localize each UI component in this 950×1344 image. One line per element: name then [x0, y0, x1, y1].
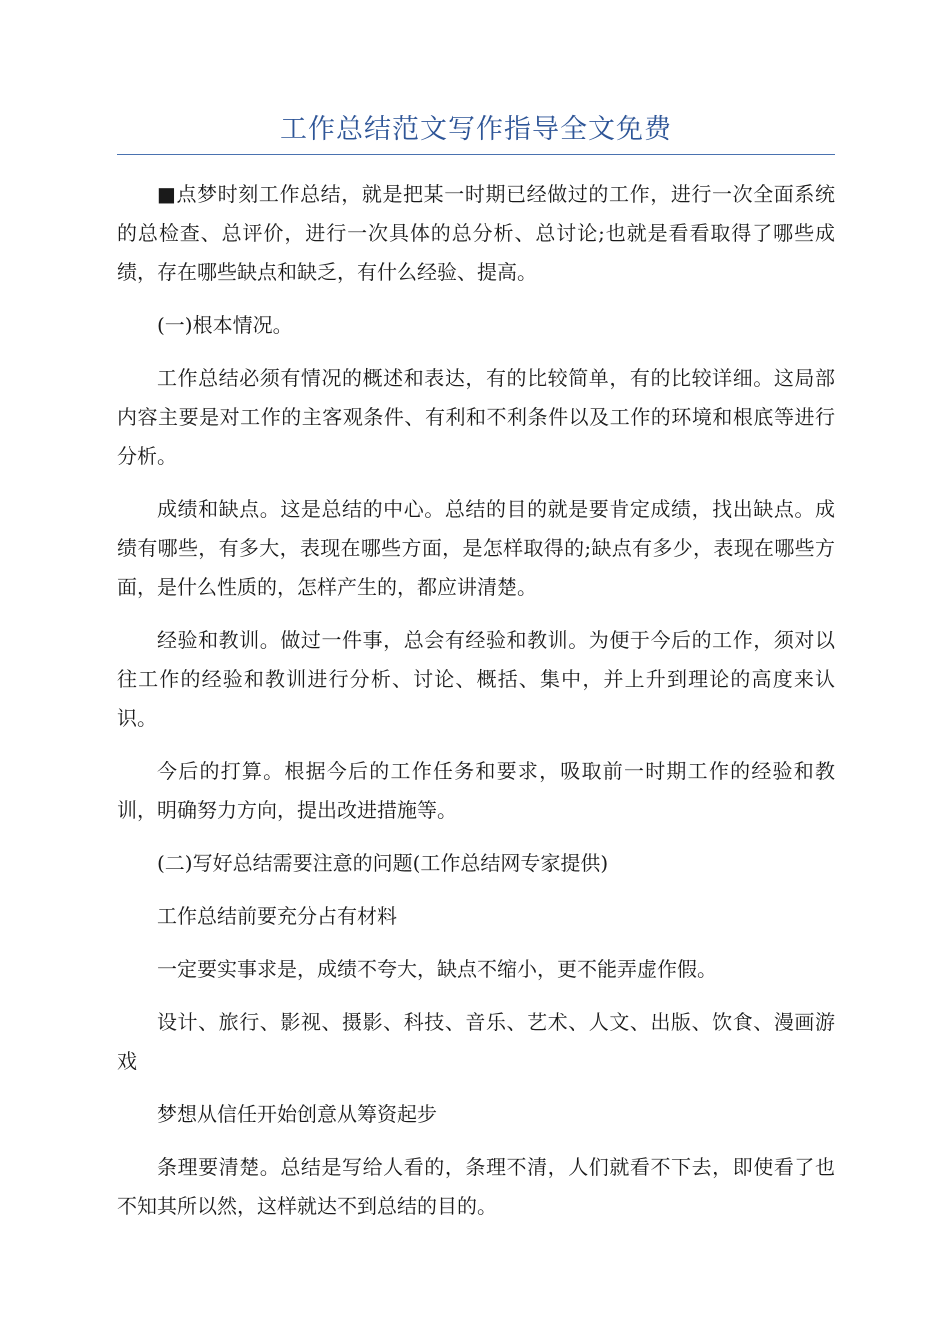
paragraph-intro: ■点梦时刻工作总结，就是把某一时期已经做过的工作，进行一次全面系统的总检查、总评价，进行一次具体的总分析、总讨论;也就是看看取得了哪些成绩，存在哪些缺点和缺乏，有什么经验、提高。 — [117, 182, 835, 284]
paragraph-overview: 工作总结必须有情况的概述和表达，有的比较简单，有的比较详细。这局部内容主要是对工作的主客观条件、有利和不利条件以及工作的环境和根底等进行分析。 — [117, 366, 835, 468]
paragraph-slogan: 梦想从信任开始创意从筹资起步 — [157, 1102, 437, 1126]
paragraph-truthful: 一定要实事求是，成绩不夸大，缺点不缩小，更不能弄虚作假。 — [157, 957, 717, 981]
paragraph-lessons: 经验和教训。做过一件事，总会有经验和教训。为便于今后的工作，须对以往工作的经验和教训进行分析、讨论、概括、集中，并上升到理论的高度来认识。 — [117, 628, 835, 730]
document-page — [117, 108, 835, 1240]
heading-basic-situation: (一)根本情况。 — [157, 313, 293, 337]
paragraph-plans: 今后的打算。根据今后的工作任务和要求，吸取前一时期工作的经验和教训，明确努力方向，提出改进措施等。 — [117, 759, 835, 822]
heading-notes: (二)写好总结需要注意的问题(工作总结网专家提供) — [157, 851, 609, 875]
paragraph-categories: 设计、旅行、影视、摄影、科技、音乐、艺术、人文、出版、饮食、漫画游戏 — [117, 1010, 835, 1073]
title-underline — [117, 154, 835, 155]
paragraph-materials: 工作总结前要充分占有材料 — [157, 904, 397, 928]
paragraph-clarity: 条理要清楚。总结是写给人看的，条理不清，人们就看不下去，即使看了也不知其所以然，这样就达不到总结的目的。 — [117, 1155, 835, 1218]
document-title: 工作总结范文写作指导全文免费 — [280, 114, 672, 145]
paragraph-achievements: 成绩和缺点。这是总结的中心。总结的目的就是要肯定成绩，找出缺点。成绩有哪些，有多大，表现在哪些方面，是怎样取得的;缺点有多少，表现在哪些方面，是什么性质的，怎样产生的，都应讲清楚。 — [117, 497, 835, 599]
